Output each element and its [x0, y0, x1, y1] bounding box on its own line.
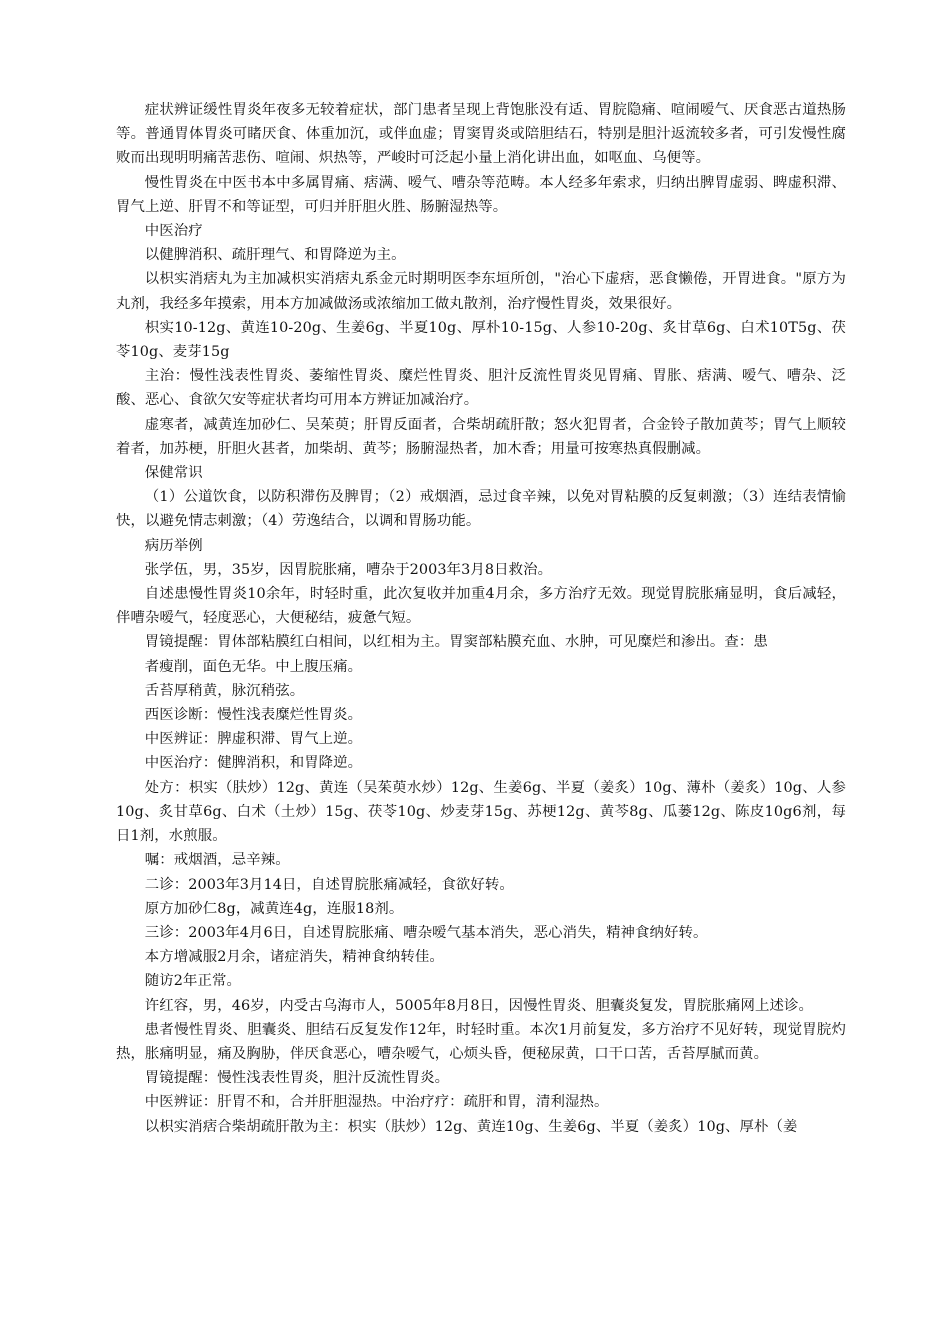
paragraph-case1-exam: 者瘦削，面色无华。中上腹压痛。 — [144, 658, 363, 675]
paragraph-case1-gastroscopy: 胃镜提醒：胃体部粘膜红白相间，以红相为主。胃窦部粘膜充血、水肿，可见糜烂和渗出。查：患 — [144, 634, 768, 651]
paragraph-case1-tcm-treatment: 中医治疗：健脾消积，和胃降逆。 — [144, 755, 363, 772]
heading-tcm-treatment: 中医治疗 — [144, 223, 203, 240]
paragraph-case1-western-diagnosis: 西医诊断：慢性浅表糜烂性胃炎。 — [144, 707, 363, 724]
paragraph-health-tips: （1）公道饮食，以防积滞伤及脾胃；（2）戒烟酒，忌过食辛辣，以免对胃粘膜的反复刺激；（3）连结表情愉快，以避免情志刺激；（4）劳逸结合，以调和胃肠功能。 — [116, 489, 846, 530]
paragraph-indications: 主治：慢性浅表性胃炎、萎缩性胃炎、糜烂性胃炎、胆汁反流性胃炎见胃痛、胃胀、痞满、嗳气、嘈杂、泛酸、恶心、食欲欠安等症状者均可用本方辨证加减治疗。 — [116, 368, 846, 409]
paragraph-case1-followup: 随访2年正常。 — [144, 973, 241, 990]
paragraph-case2-intro: 许红容，男，46岁，内受古乌海市人，5005年8月8日，因慢性胃炎、胆囊炎复发，胃脘胀痛网上述诊。 — [144, 997, 813, 1014]
paragraph-case1-advice: 嘱：戒烟酒，忌辛辣。 — [144, 852, 290, 869]
document-body — [116, 98, 846, 1139]
paragraph-case1-second-rx: 原方加砂仁8g，减黄连4g，连服18剂。 — [144, 900, 404, 917]
paragraph-case2-history: 患者慢性胃炎、胆囊炎、胆结石反复发作12年，时轻时重。本次1月前复发，多方治疗不见好转，现觉胃脘灼热，胀痛明显，痛及胸胁，伴厌食恶心，嘈杂嗳气，心烦头昏，便秘尿黄，口干口苦，舌苔厚腻而黄。 — [116, 1021, 846, 1062]
paragraph-case1-intro: 张学伍，男，35岁，因胃脘胀痛，嘈杂于2003年3月8日救治。 — [144, 561, 553, 578]
paragraph-case2-prescription: 以枳实消痞合柴胡疏肝散为主：枳实（肤炒）12g、黄连10g、生姜6g、半夏（姜炙）10g、厚朴（姜 — [144, 1118, 798, 1135]
paragraph-case1-tongue: 舌苔厚稍黄，脉沉稍弦。 — [144, 682, 305, 699]
paragraph-formula-ingredients: 枳实10-12g、黄连10-20g、生姜6g、半夏10g、厚朴10-15g、人参10-20g、炙甘草6g、白术10T5g、茯苓10g、麦芽15g — [116, 319, 846, 361]
paragraph-modifications: 虚寒者，减黄连加砂仁、吴茱萸；肝胃反面者，合柴胡疏肝散；怒火犯胃者，合金铃子散加黄芩；胃气上顺较着者，加苏梗，肝胆火甚者，加柴胡、黄芩；肠腑湿热者，加木香；用量可按寒热真假删减。 — [116, 416, 846, 457]
paragraph-tcm-classification: 慢性胃炎在中医书本中多属胃痛、痞满、嗳气、嘈杂等范畴。本人经多年索求，归纳出脾胃虚弱、睥虚积滞、胃气上逆、肝胃不和等证型，可归并肝胆火胜、肠腑湿热等。 — [116, 174, 846, 215]
paragraph-case1-prescription: 处方：枳实（肤炒）12g、黄连（吴茱萸水炒）12g、生姜6g、半夏（姜炙）10g、薄朴（姜炙）10g、人参10g、炙甘草6g、白术（土炒）15g、茯苓10g、炒麦芽15g、苏梗12g、黄芩8g、瓜蒌12g、陈皮10g6剂，每日1剂，水煎服。 — [116, 779, 846, 845]
paragraph-case2-gastroscopy: 胃镜提醒：慢性浅表性胃炎，胆汁反流性胃炎。 — [144, 1070, 450, 1087]
paragraph-case2-diagnosis: 中医辨证：肝胃不和，合并肝胆湿热。中治疗疗：疏肝和胃，清利湿热。 — [144, 1094, 609, 1111]
paragraph-case1-continued: 本方增减服2月余，诸症消失，精神食纳转佳。 — [144, 949, 444, 966]
heading-health-tips: 保健常识 — [144, 465, 203, 482]
paragraph-symptoms: 症状辨证缓性胃炎年夜多无较着症状，部门患者呈现上背饱胀没有适、胃脘隐痛、喧闹嗳气、厌食恶古道热肠等。普通胃体胃炎可睹厌食、体重加沉，或伴血虚；胃窦胃炎或陪胆结石，特别是胆汁返流较多者，可引发慢性腐败而出现明明痛苦悲伤、喧闹、炽热等，严峻时可泛起小量上消化讲出血，如呕血、乌便等。 — [116, 102, 846, 167]
paragraph-formula-origin: 以枳实消痞丸为主加减枳实消痞丸系金元时期明医李东垣所创，"治心下虚痞，恶食懒倦，开胃进食。"原方为丸剂，我经多年摸索，用本方加减做汤或浓缩加工做丸散剂，治疗慢性胃炎，效果很好。 — [116, 271, 846, 312]
paragraph-case1-third-visit: 三诊：2003年4月6日，自述胃脘胀痛、嘈杂嗳气基本消失，恶心消失，精神食纳好转。 — [144, 924, 708, 941]
paragraph-case1-tcm-diagnosis: 中医辨证：脾虚积滞、胃气上逆。 — [144, 731, 363, 748]
heading-case-examples: 病历举例 — [144, 537, 203, 554]
paragraph-case1-history: 自述患慢性胃炎10余年，时轻时重，此次复收并加重4月余，多方治疗无效。现觉胃脘胀痛显明，食后减轻，伴嘈杂嗳气，轻度恶心，大便秘结，疲惫气短。 — [116, 586, 846, 627]
paragraph-case1-second-visit: 二诊：2003年3月14日，自述胃脘胀痛减轻，食欲好转。 — [144, 876, 514, 893]
paragraph-treatment-principle: 以健脾消积、疏肝理气、和胃降逆为主。 — [144, 247, 406, 264]
